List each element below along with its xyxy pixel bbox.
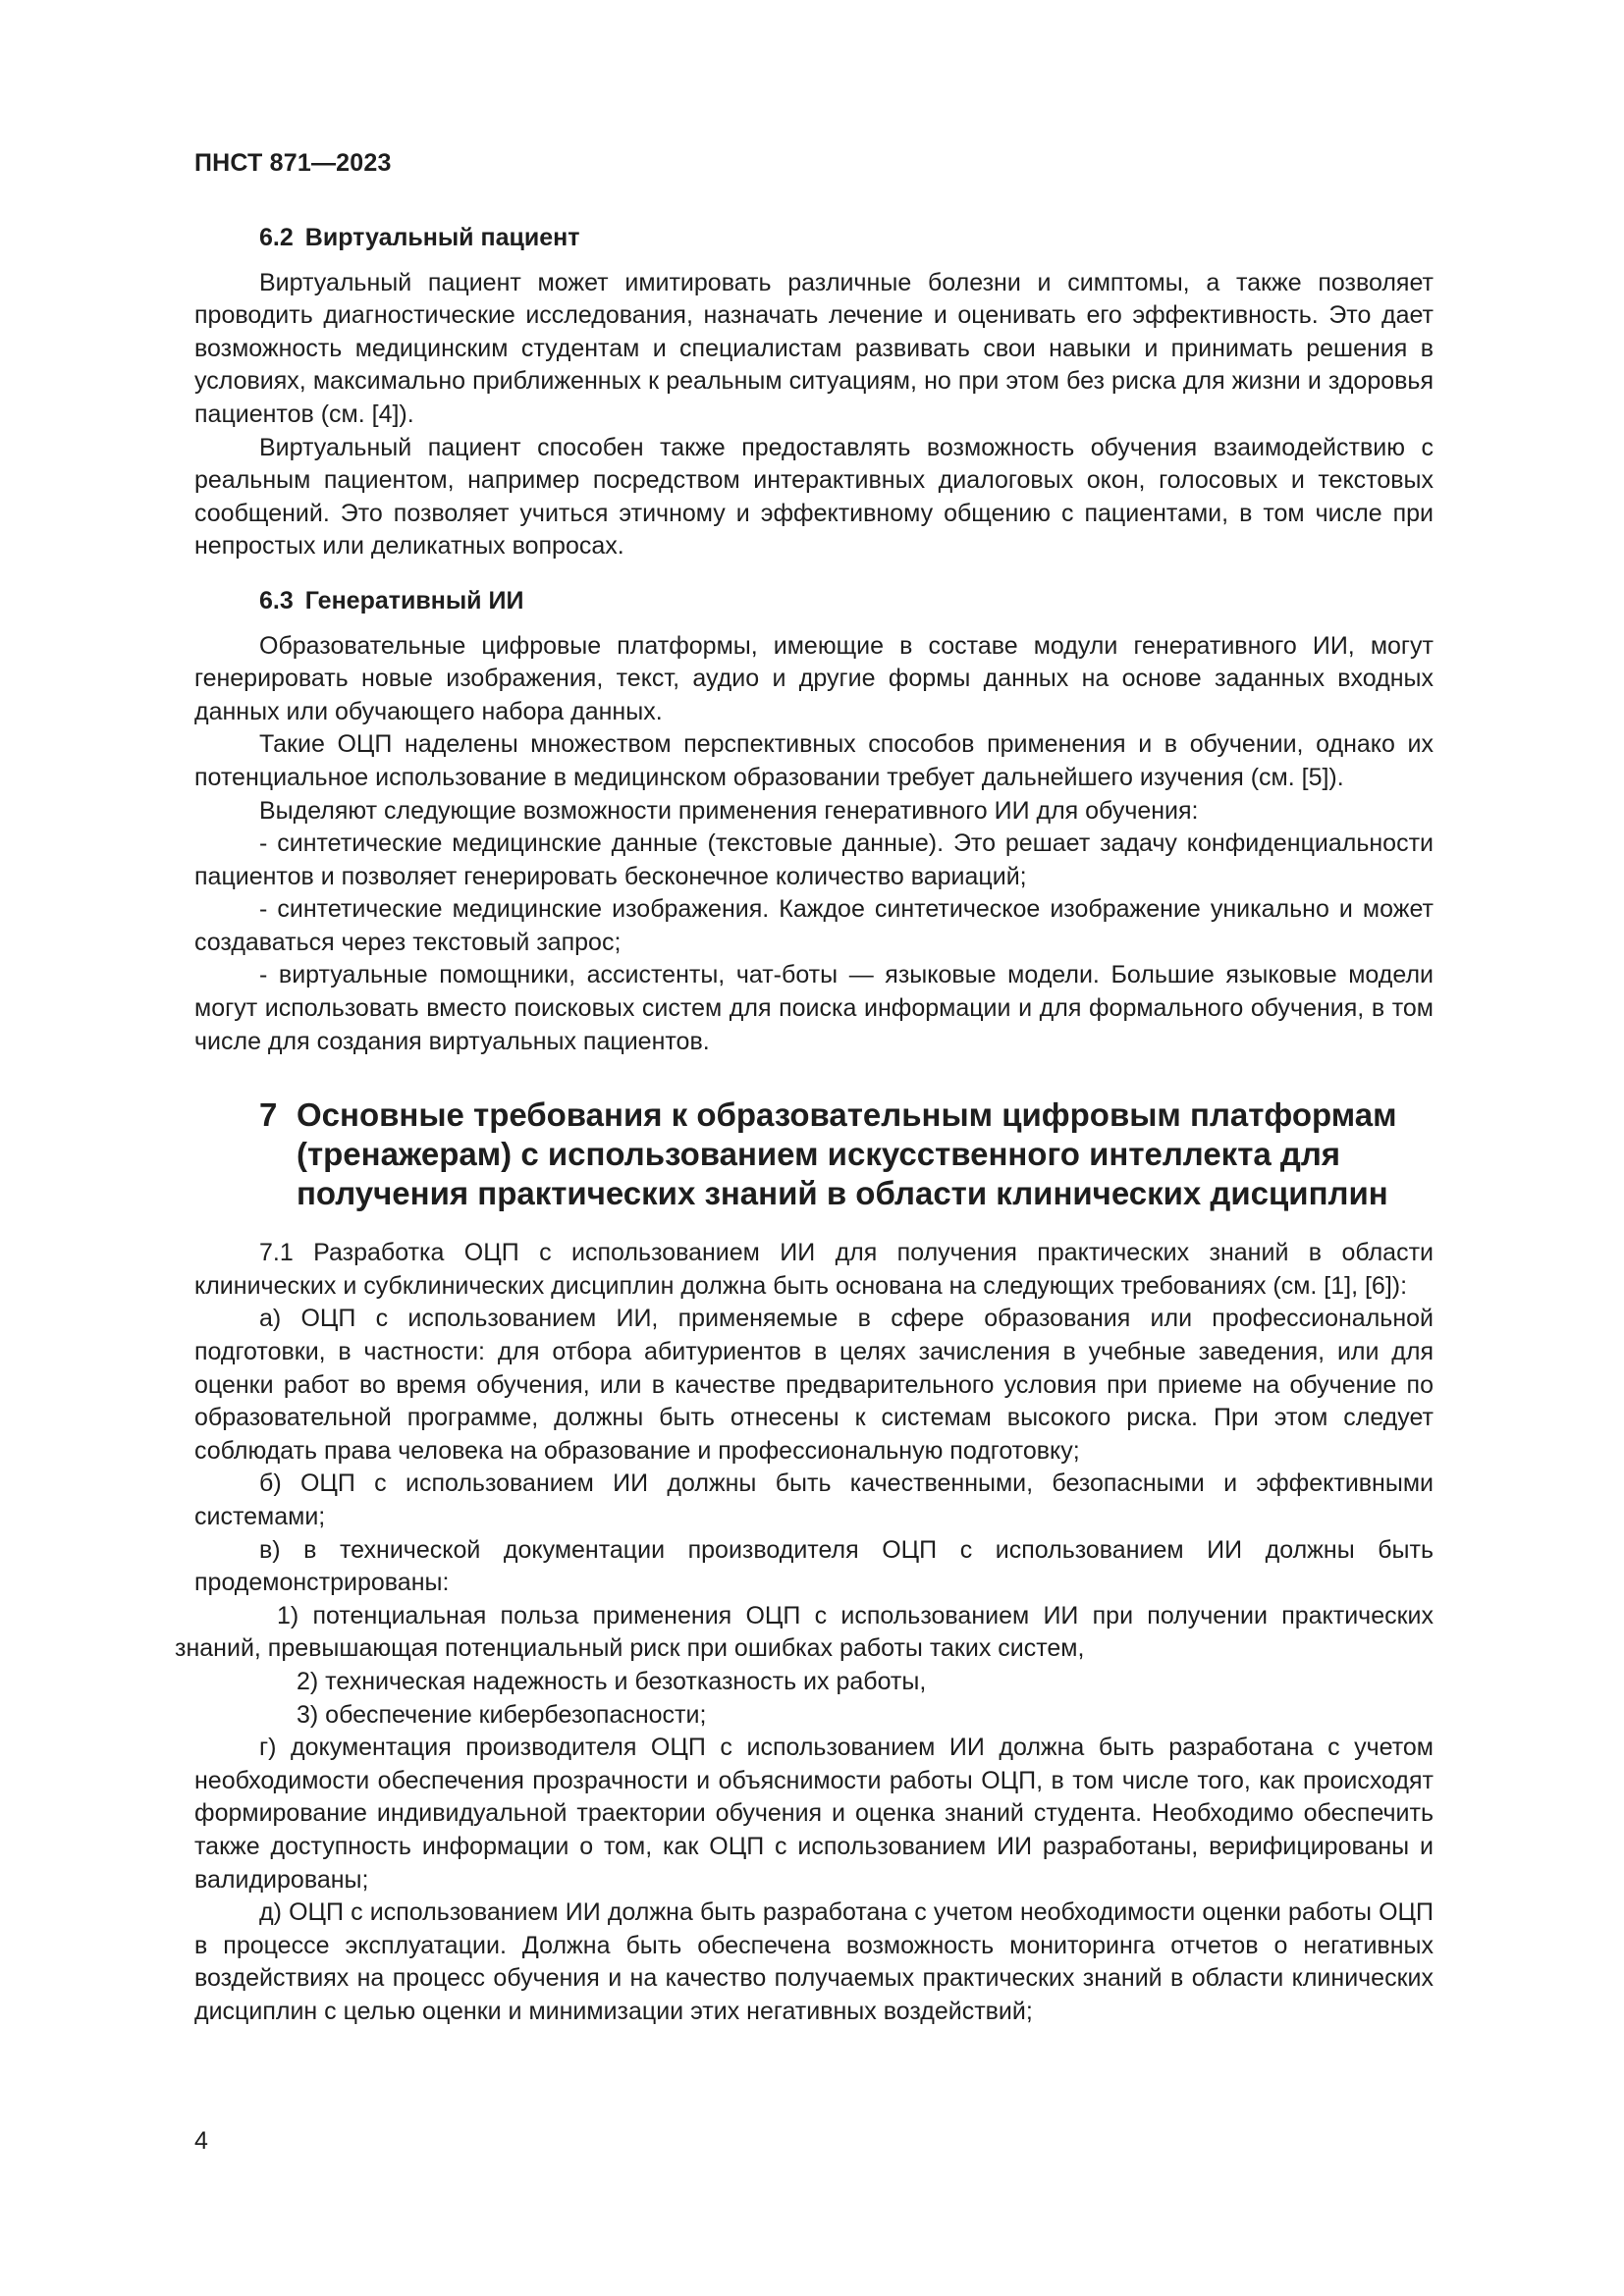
document-body xyxy=(175,222,1434,2029)
section-number: 7 xyxy=(259,1096,278,1134)
section-heading-7 xyxy=(194,1095,1434,1213)
list-item: г) документация производителя ОЦП с использованием ИИ должна быть разработана с учетом необходимости обеспечения прозрачности и объяснимости работы ОЦП, в том числе того, как происходят формирование индивидуальной траектории обучения и оценка знаний студента. Необходимо обеспечить также доступность информации о том, как ОЦП с использованием ИИ разработаны, верифицированы и валидированы; xyxy=(194,1734,1434,1894)
paragraph: Образовательные цифровые платформы, имеющие в составе модули генеративного ИИ, могут генерировать новые изображения, текст, аудио и другие формы данных на основе заданных входных данных или обучающего набора данных. xyxy=(194,631,1434,725)
list-item: д) ОЦП с использованием ИИ должна быть разработана с учетом необходимости оценки работы ОЦП в процессе эксплуатации. Должна быть обеспечена возможность мониторинга отчетов о негативных воздействиях на процесс обучения и на качество получаемых практических знаний в области клинических дисциплин с целью оценки и минимизации этих негативных воздействий; xyxy=(194,1898,1434,2025)
sub-list-item: 3) обеспечение кибербезопасности; xyxy=(297,1700,707,1729)
list-item: б) ОЦП с использованием ИИ должны быть качественными, безопасными и эффективными системами; xyxy=(194,1469,1434,1530)
page-number: 4 xyxy=(194,2127,208,2155)
list-item: - виртуальные помощники, ассистенты, чат-боты — языковые модели. Большие языковые модели могут использовать вместо поисковых систем для поиска информации и для формального обучения, в том числе для создания виртуальных пациентов. xyxy=(194,961,1434,1055)
paragraph: Такие ОЦП наделены множеством перспективных способов применения и в обучении, однако их потенциальное использование в медицинском образовании требует дальнейшего изучения (см. [5]). xyxy=(194,730,1434,791)
paragraph: Виртуальный пациент способен также предоставлять возможность обучения взаимодействию с реальным пациентом, например посредством интерактивных диалоговых окон, голосовых и текстовых сообщений. Это позволяет учиться этичному и эффективному общению с пациентами, в том числе при непростых или деликатных вопросах. xyxy=(194,433,1434,561)
list-item: а) ОЦП с использованием ИИ, применяемые в сфере образования или профессиональной подготовки, в частности: для отбора абитуриентов в целях зачисления в учебные заведения, или для оценки работ во время обучения, или в качестве предварительного условия при приеме на обучение по образовательной программе, должны быть отнесены к системам высокого риска. При этом следует соблюдать права человека на образование и профессиональную подготовку; xyxy=(194,1305,1434,1465)
document-header: ПНСТ 871—2023 xyxy=(194,149,392,177)
sub-list-item: 2) техническая надежность и безотказность их работы, xyxy=(297,1667,927,1695)
subsection-number: 6.3 xyxy=(259,586,294,614)
subsection-heading-6-3 xyxy=(194,585,1434,618)
subsection-title: Генеративный ИИ xyxy=(304,586,524,614)
paragraph: 7.1 Разработка ОЦП с использованием ИИ для получения практических знаний в области клинических и субклинических дисциплин должна быть основана на следующих требованиях (см. [1], [6]): xyxy=(194,1239,1434,1300)
sub-list-item: 1) потенциальная польза применения ОЦП с использованием ИИ при получении практических знаний, превышающая потенциальный риск при ошибках работы таких систем, xyxy=(175,1601,1434,1663)
list-item: - синтетические медицинские изображения. Каждое синтетическое изображение уникально и может создаваться через текстовый запрос; xyxy=(194,895,1434,956)
list-item: - синтетические медицинские данные (текстовые данные). Это решает задачу конфиденциальности пациентов и позволяет генерировать бесконечное количество вариаций; xyxy=(194,829,1434,890)
paragraph: Виртуальный пациент может имитировать различные болезни и симптомы, а также позволяет проводить диагностические исследования, назначать лечение и оценивать его эффективность. Это дает возможность медицинским студентам и специалистам развивать свои навыки и принимать решения в условиях, максимально приближенных к реальным ситуациям, но при этом без риска для жизни и здоровья пациентов (см. [4]). xyxy=(194,268,1434,428)
section-title: Основные требования к образовательным цифровым платформам (тренажерам) с использованием искусственного интеллекта для получения практических знаний в области клинических дисциплин xyxy=(297,1096,1397,1212)
list-item: в) в технической документации производителя ОЦП с использованием ИИ должны быть продемонстрированы: xyxy=(194,1535,1434,1597)
paragraph: Выделяют следующие возможности применения генеративного ИИ для обучения: xyxy=(259,796,1199,825)
subsection-title: Виртуальный пациент xyxy=(304,224,580,251)
subsection-number: 6.2 xyxy=(259,224,294,251)
subsection-heading-6-2 xyxy=(194,222,1434,255)
